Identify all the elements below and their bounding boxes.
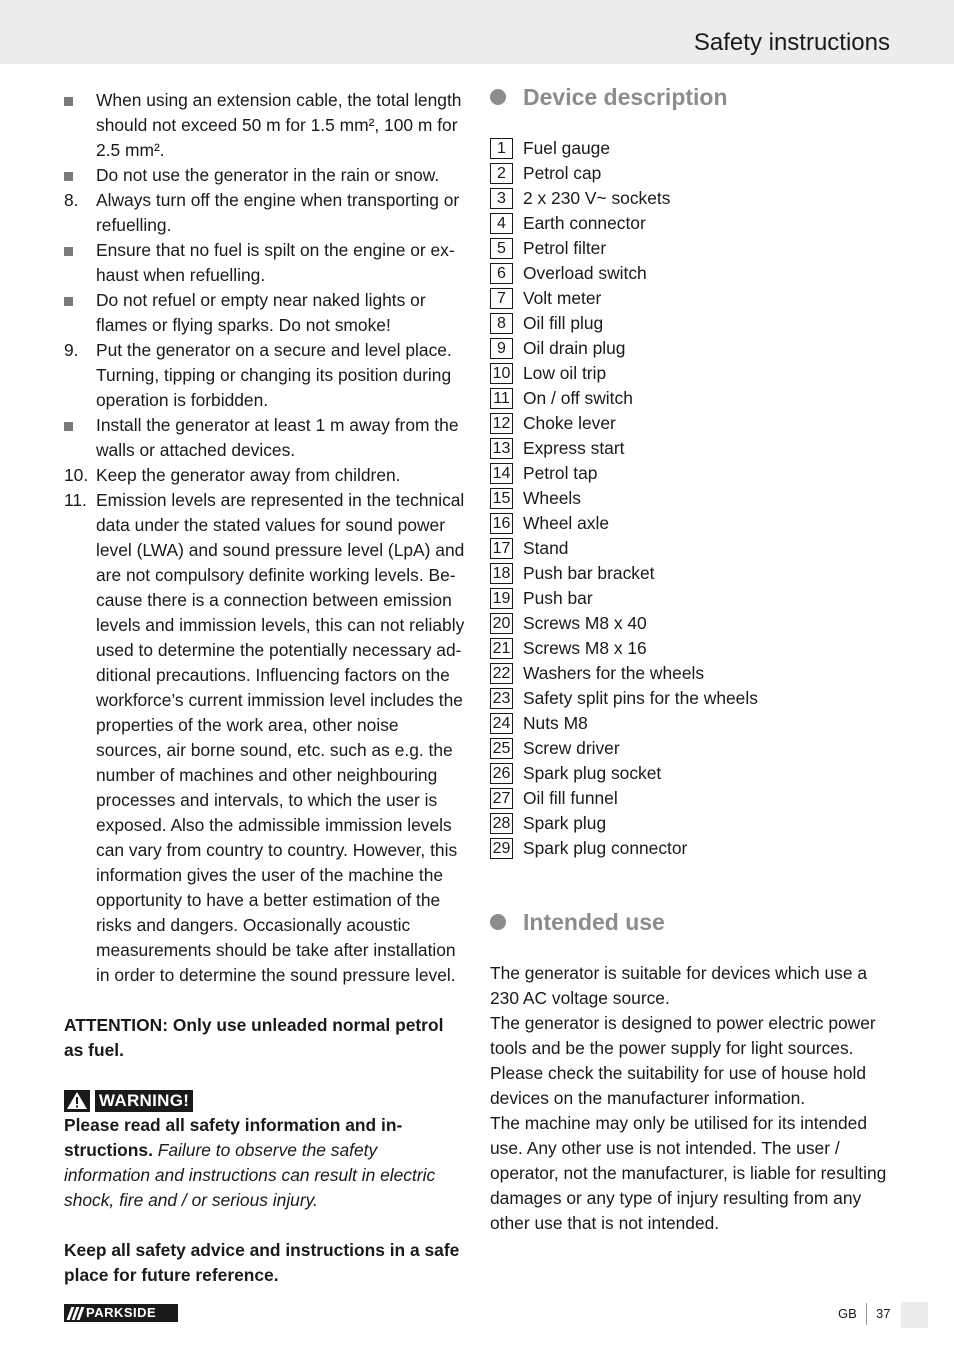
part-label: Petrol filter xyxy=(523,238,607,258)
part-label: Spark plug connector xyxy=(523,838,688,858)
part-item xyxy=(490,161,894,186)
part-item xyxy=(490,586,894,611)
part-item xyxy=(490,711,894,736)
right-column xyxy=(490,83,894,1236)
part-item xyxy=(490,461,894,486)
part-label: Spark plug xyxy=(523,813,607,833)
bullet-item xyxy=(64,413,466,463)
part-item xyxy=(490,136,894,161)
warning-text xyxy=(64,1113,466,1213)
left-column xyxy=(64,88,466,1288)
part-number-box: 6 xyxy=(490,263,513,284)
part-item xyxy=(490,836,894,861)
part-number-box: 25 xyxy=(490,738,513,759)
part-label: Screws M8 x 40 xyxy=(523,613,647,633)
part-number-box: 20 xyxy=(490,613,513,634)
part-item xyxy=(490,411,894,436)
part-item xyxy=(490,511,894,536)
logo-text: PARKSIDE xyxy=(86,1305,157,1320)
part-label: Petrol tap xyxy=(523,463,598,483)
part-number-box: 26 xyxy=(490,763,513,784)
square-bullet-icon xyxy=(64,247,73,256)
part-label: Wheel axle xyxy=(523,513,610,533)
part-label: Wheels xyxy=(523,488,581,508)
part-number-box: 12 xyxy=(490,413,513,434)
bullet-item xyxy=(64,163,466,188)
square-bullet-icon xyxy=(64,422,73,431)
part-label: Express start xyxy=(523,438,625,458)
part-number-box: 9 xyxy=(490,338,513,359)
part-number-box: 21 xyxy=(490,638,513,659)
part-item xyxy=(490,686,894,711)
square-bullet-icon xyxy=(64,297,73,306)
part-number-box: 14 xyxy=(490,463,513,484)
item-text: Always turn off the engine when transporting or refuelling. xyxy=(96,190,460,235)
part-item xyxy=(490,561,894,586)
part-number-box: 1 xyxy=(490,138,513,159)
part-number-box: 23 xyxy=(490,688,513,709)
bullet-item xyxy=(64,238,466,288)
language-code: GB xyxy=(838,1306,857,1321)
numbered-item xyxy=(64,488,466,988)
part-number-box: 8 xyxy=(490,313,513,334)
intended-use-heading xyxy=(490,908,894,935)
item-number: 11. xyxy=(64,490,87,510)
intended-use-paragraph: The generator is designed to power electric power tools and be the power supply for light sources. Please check the suitability for use of house hold devices on the manufacturer information. xyxy=(490,1013,876,1108)
part-number-box: 24 xyxy=(490,713,513,734)
part-number-box: 5 xyxy=(490,238,513,259)
part-label: 2 x 230 V~ sockets xyxy=(523,188,671,208)
part-label: Screw driver xyxy=(523,738,620,758)
item-text: Do not refuel or empty near naked lights or flames or flying sparks. Do not smoke! xyxy=(96,290,426,335)
part-item xyxy=(490,386,894,411)
part-label: Volt meter xyxy=(523,288,602,308)
logo-stripes-icon xyxy=(64,1304,86,1322)
item-text: When using an extension cable, the total length should not exceed 50 m for 1.5 mm², 100 m for 2.5 mm². xyxy=(96,90,462,160)
numbered-item xyxy=(64,338,466,413)
part-label: Petrol cap xyxy=(523,163,602,183)
part-number-box: 16 xyxy=(490,513,513,534)
part-label: Stand xyxy=(523,538,569,558)
part-number-box: 7 xyxy=(490,288,513,309)
intended-use-title: Intended use xyxy=(523,908,665,935)
warning-header xyxy=(64,1088,466,1113)
part-label: On / off switch xyxy=(523,388,633,408)
part-label: Overload switch xyxy=(523,263,647,283)
part-item xyxy=(490,436,894,461)
part-label: Nuts M8 xyxy=(523,713,588,733)
part-number-box: 18 xyxy=(490,563,513,584)
part-label: Washers for the wheels xyxy=(523,663,705,683)
part-item xyxy=(490,536,894,561)
warning-label: WARNING! xyxy=(95,1090,193,1112)
part-item xyxy=(490,211,894,236)
part-number-box: 10 xyxy=(490,363,513,384)
item-number: 9. xyxy=(64,340,79,360)
part-label: Oil fill plug xyxy=(523,313,604,333)
part-number-box: 2 xyxy=(490,163,513,184)
part-number-box: 19 xyxy=(490,588,513,609)
part-number-box: 11 xyxy=(490,388,513,409)
device-description-title: Device description xyxy=(523,83,728,110)
warning-bold-text: Please read all safety information and in-structions. xyxy=(64,1115,403,1160)
heading-bullet-icon xyxy=(490,89,506,105)
device-description-heading xyxy=(490,83,894,110)
part-number-box: 3 xyxy=(490,188,513,209)
item-text: Put the generator on a secure and level place. Turning, tipping or changing its position during operation is forbidden. xyxy=(96,340,452,410)
bullet-item xyxy=(64,288,466,338)
item-text: Do not use the generator in the rain or snow. xyxy=(96,165,440,185)
part-label: Oil drain plug xyxy=(523,338,626,358)
part-item xyxy=(490,636,894,661)
part-label: Oil fill funnel xyxy=(523,788,618,808)
part-item xyxy=(490,186,894,211)
footer-tab xyxy=(901,1302,928,1328)
part-item xyxy=(490,761,894,786)
square-bullet-icon xyxy=(64,172,73,181)
part-label: Safety split pins for the wheels xyxy=(523,688,758,708)
part-item xyxy=(490,611,894,636)
part-number-box: 29 xyxy=(490,838,513,859)
part-item xyxy=(490,286,894,311)
square-bullet-icon xyxy=(64,97,73,106)
item-number: 10. xyxy=(64,465,89,485)
part-number-box: 15 xyxy=(490,488,513,509)
intended-use-paragraph: The machine may only be utilised for its intended use. Any other use is not intended. The user / operator, not the manufacturer, is liable for resulting damages or any type of injury resulting from any other use that is not intended. xyxy=(490,1113,887,1233)
part-label: Push bar bracket xyxy=(523,563,655,583)
part-item xyxy=(490,661,894,686)
part-item xyxy=(490,811,894,836)
part-number-box: 27 xyxy=(490,788,513,809)
part-number-box: 13 xyxy=(490,438,513,459)
intended-use-paragraph: The generator is suitable for devices which use a 230 AC voltage source. xyxy=(490,963,867,1008)
warning-italic-text: Failure to observe the safety information and instructions can result in electric shock, fire and / or serious injury. xyxy=(64,1140,436,1210)
part-item xyxy=(490,311,894,336)
keep-instructions-note: Keep all safety advice and instructions in a safe place for future reference. xyxy=(64,1240,460,1285)
part-item xyxy=(490,336,894,361)
item-text: Install the generator at least 1 m away from the walls or attached devices. xyxy=(96,415,459,460)
part-item xyxy=(490,736,894,761)
intended-use-text xyxy=(490,961,894,1236)
page-number: 37 xyxy=(876,1306,891,1321)
part-number-box: 4 xyxy=(490,213,513,234)
parkside-logo xyxy=(64,1304,178,1322)
part-label: Low oil trip xyxy=(523,363,607,383)
part-label: Push bar xyxy=(523,588,593,608)
item-number: 8. xyxy=(64,190,79,210)
part-item xyxy=(490,786,894,811)
warning-triangle-icon xyxy=(64,1090,90,1112)
part-label: Spark plug socket xyxy=(523,763,662,783)
part-item xyxy=(490,236,894,261)
part-number-box: 22 xyxy=(490,663,513,684)
bullet-item xyxy=(64,88,466,163)
part-item xyxy=(490,486,894,511)
part-item xyxy=(490,361,894,386)
part-item xyxy=(490,261,894,286)
heading-bullet-icon xyxy=(490,914,506,930)
part-label: Fuel gauge xyxy=(523,138,611,158)
part-number-box: 17 xyxy=(490,538,513,559)
numbered-item xyxy=(64,463,466,488)
part-label: Earth connector xyxy=(523,213,646,233)
item-text: Keep the generator away from children. xyxy=(96,465,401,485)
item-text: Ensure that no fuel is spilt on the engine or ex-haust when refuelling. xyxy=(96,240,455,285)
parts-list xyxy=(490,136,894,861)
part-label: Choke lever xyxy=(523,413,616,433)
page-title: Safety instructions xyxy=(693,29,890,56)
part-label: Screws M8 x 16 xyxy=(523,638,647,658)
footer-divider xyxy=(866,1303,867,1325)
numbered-item xyxy=(64,188,466,238)
safety-list xyxy=(64,88,466,988)
part-number-box: 28 xyxy=(490,813,513,834)
item-text: Emission levels are represented in the technical data under the stated values for sound power level (LWA) and sound pressure level (LpA) and are not compulsory definite working levels. Be-cause there is a connection between emission levels and immission levels, this can not reliably used to determine the potentially necessary ad-ditional precautions. Influencing factors on the workforce’s current immission level includes the properties of the work area, other noise sources, air borne sound, etc. such as e.g. the number of machines and other neighbouring processes and intervals, to which the user is exposed. Also the admissible immission levels can vary from country to country. However, this information gives the user of the machine the opportunity to have a better estimation of the risks and dangers. Occasionally acoustic measurements should be take after installation in order to determine the sound pressure level. xyxy=(96,490,465,985)
attention-note: ATTENTION: Only use unleaded normal petrol as fuel. xyxy=(64,1015,444,1060)
